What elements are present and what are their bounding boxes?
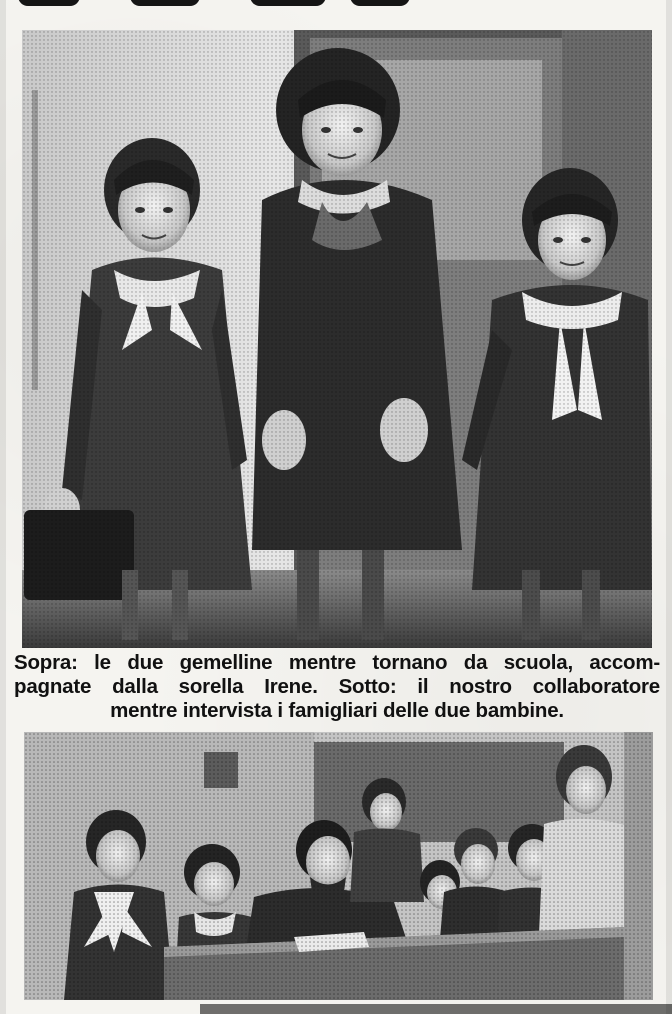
cut-headline: [0, 0, 672, 6]
top-photo: [22, 30, 652, 648]
page-edge-mark: [666, 0, 672, 1014]
bottom-photo: [24, 732, 653, 1000]
page-edge-mark: [0, 0, 6, 1014]
caption-line-1: Sopra: le due gemelline mentre tornano da scuola, accom-: [14, 651, 660, 674]
caption-line-3: mentre intervista i famigliari delle due bambine.: [110, 699, 564, 722]
caption-line-2: pagnate dalla sorella Irene. Sotto: il nostro collaboratore: [14, 675, 660, 698]
photo-caption: [14, 651, 660, 723]
bottom-edge-mark: [200, 1004, 672, 1014]
